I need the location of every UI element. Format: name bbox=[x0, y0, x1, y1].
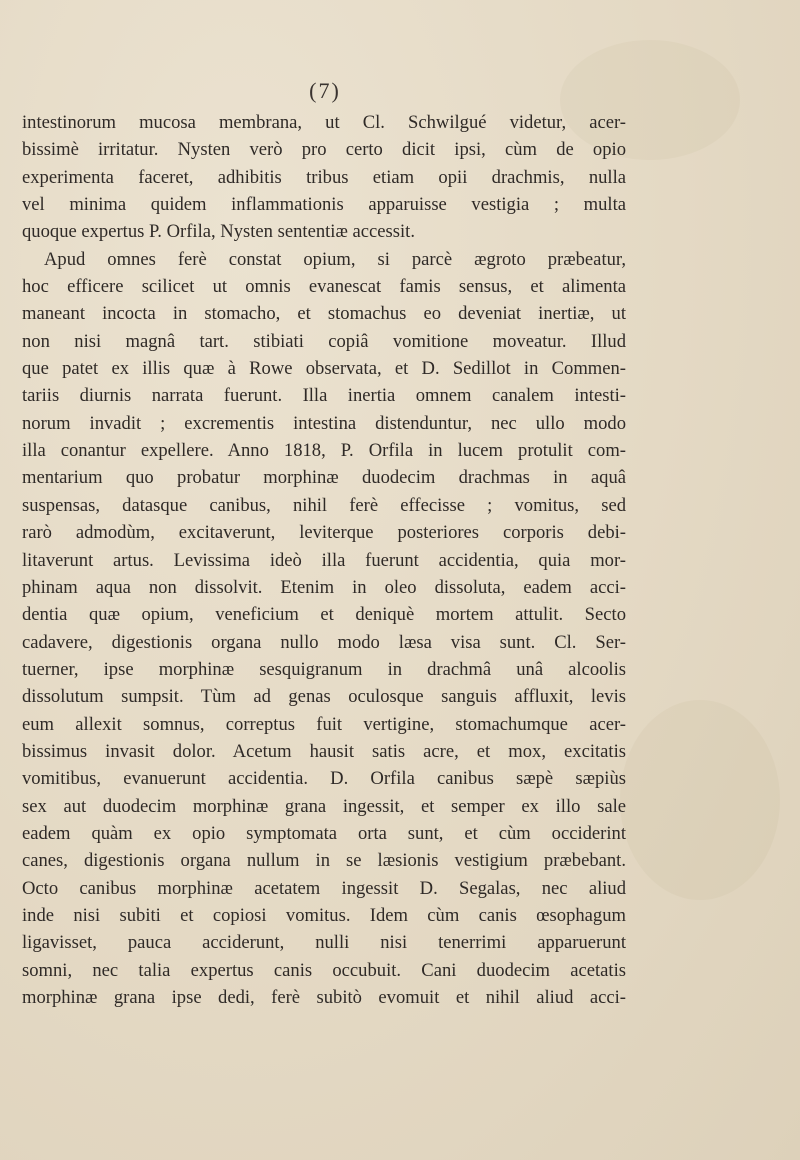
text-line: quoque expertus P. Orfila, Nysten sententiæ accessit. bbox=[22, 221, 415, 243]
text-line: dissolutum sumpsit. Tùm ad genas oculosque sanguis affluxit, levis bbox=[22, 686, 626, 708]
text-line: Octo canibus morphinæ acetatem ingessit D. Segalas, nec aliud bbox=[22, 877, 626, 899]
text-line: mentarium quo probatur morphinæ duodecim drachmas in aquâ bbox=[22, 467, 626, 489]
text-line: bissimè irritatur. Nysten verò pro certo dicit ipsi, cùm de opio bbox=[22, 139, 626, 161]
body-text bbox=[22, 109, 626, 1011]
text-line: maneant incocta in stomacho, et stomachus eo deveniat inertiæ, ut bbox=[22, 303, 626, 325]
text-line: canes, digestionis organa nullum in se læsionis vestigium præbebant. bbox=[22, 850, 626, 872]
text-line: rarò admodùm, excitaverunt, leviterque posteriores corporis debi- bbox=[22, 522, 626, 544]
text-line: illa conantur expellere. Anno 1818, P. Orfila in lucem protulit com- bbox=[22, 440, 626, 462]
text-line: vomitibus, evanuerunt accidentia. D. Orfila canibus sæpè sæpiùs bbox=[22, 768, 626, 790]
page-number: (7) bbox=[309, 78, 341, 103]
text-line: vel minima quidem inflammationis apparuisse vestigia ; multa bbox=[22, 194, 626, 216]
text-line: non nisi magnâ tart. stibiati copiâ vomitione moveatur. Illud bbox=[22, 330, 626, 352]
text-line: eadem quàm ex opio symptomata orta sunt, et cùm occiderint bbox=[22, 822, 626, 844]
text-line: inde nisi subiti et copiosi vomitus. Idem cùm canis œsophagum bbox=[22, 904, 626, 926]
text-line: tuerner, ipse morphinæ sesquigranum in drachmâ unâ alcoolis bbox=[22, 658, 626, 680]
text-line: dentia quæ opium, veneficium et deniquè mortem attulit. Secto bbox=[22, 604, 626, 626]
text-line: hoc efficere scilicet ut omnis evanescat famis sensus, et alimenta bbox=[22, 276, 626, 298]
text-line: sex aut duodecim morphinæ grana ingessit, et semper ex illo sale bbox=[22, 795, 626, 817]
text-line: eum allexit somnus, correptus fuit vertigine, stomachumque acer- bbox=[22, 713, 626, 735]
paper-stain bbox=[620, 700, 780, 900]
text-line: phinam aqua non dissolvit. Etenim in oleo dissoluta, eadem acci- bbox=[22, 576, 626, 598]
text-line: intestinorum mucosa membrana, ut Cl. Schwilgué videtur, acer- bbox=[22, 112, 626, 133]
text-line: que patet ex illis quæ à Rowe observata, et D. Sedillot in Commen- bbox=[22, 358, 626, 380]
text-line: experimenta faceret, adhibitis tribus etiam opii drachmis, nulla bbox=[22, 166, 626, 188]
text-line: tariis diurnis narrata fuerunt. Illa inertia omnem canalem intesti- bbox=[22, 385, 626, 407]
text-line: bissimus invasit dolor. Acetum hausit satis acre, et mox, excitatis bbox=[22, 740, 626, 762]
text-line: cadavere, digestionis organa nullo modo læsa visa sunt. Cl. Ser- bbox=[22, 631, 626, 653]
text-line: somni, nec talia expertus canis occubuit. Cani duodecim acetatis bbox=[22, 959, 626, 981]
text-line: ligavisset, pauca acciderunt, nulli nisi tenerrimi apparuerunt bbox=[22, 932, 626, 954]
text-line: morphinæ grana ipse dedi, ferè subitò evomuit et nihil aliud acci- bbox=[22, 987, 626, 1008]
text-line: norum invadit ; excrementis intestina distenduntur, nec ullo modo bbox=[22, 412, 626, 434]
paragraph-start-line: Apud omnes ferè constat opium, si parcè ægroto præbeatur, bbox=[44, 248, 626, 270]
text-line: litaverunt artus. Levissima ideò illa fuerunt accidentia, quia mor- bbox=[22, 549, 626, 571]
text-line: suspensas, datasque canibus, nihil ferè effecisse ; vomitus, sed bbox=[22, 494, 626, 516]
